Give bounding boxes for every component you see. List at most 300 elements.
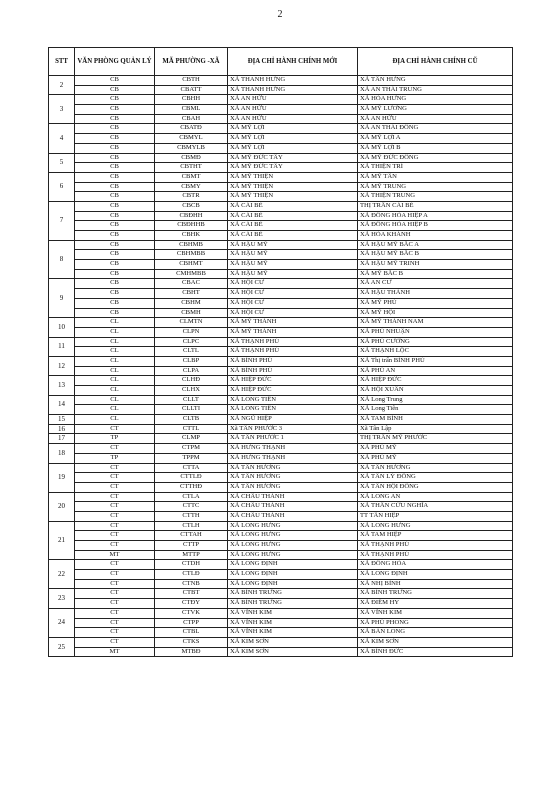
cell-new-address: XÃ HẬU MỸ [228, 260, 358, 270]
cell-office: CB [75, 163, 155, 173]
table-row [49, 502, 513, 512]
table-row [49, 76, 513, 86]
cell-office: CB [75, 143, 155, 153]
table-row [49, 628, 513, 638]
admin-units-table [48, 47, 513, 657]
table-row [49, 289, 513, 299]
table-row [49, 85, 513, 95]
table-row [49, 279, 513, 289]
cell-old-address: XÃ MỸ PHÚ [358, 298, 513, 308]
table-row [49, 376, 513, 386]
cell-old-address: XÃ AN CƯ [358, 279, 513, 289]
cell-new-address: XÃ CHÂU THÀNH [228, 492, 358, 502]
table-row [49, 608, 513, 618]
cell-old-address: XÃ ĐÔNG HÒA HIỆP A [358, 211, 513, 221]
cell-stt: 21 [49, 521, 75, 560]
table-row [49, 356, 513, 366]
table-row [49, 618, 513, 628]
cell-office: CT [75, 444, 155, 454]
cell-stt: 11 [49, 337, 75, 356]
cell-old-address: Xã Tân Lập [358, 424, 513, 434]
cell-office: CL [75, 395, 155, 405]
header-new-address: ĐỊA CHỈ HÀNH CHÍNH MỚI [228, 48, 358, 76]
table-row [49, 221, 513, 231]
cell-new-address: XÃ CÁI BÈ [228, 201, 358, 211]
cell-old-address: XÃ ĐIỀM HY [358, 599, 513, 609]
cell-new-address: XÃ LONG ĐỊNH [228, 560, 358, 570]
cell-old-address: THỊ TRẤN CÁI BÈ [358, 201, 513, 211]
cell-code: CLTB [155, 415, 228, 425]
cell-code: CTLĐ [155, 570, 228, 580]
cell-old-address: XÃ HIỆP ĐỨC [358, 376, 513, 386]
table-row [49, 570, 513, 580]
cell-code: CMHMBB [155, 269, 228, 279]
cell-office: CT [75, 628, 155, 638]
table-body [49, 76, 513, 657]
cell-old-address: XÃ LONG ĐỊNH [358, 570, 513, 580]
cell-new-address: XÃ CÁI BÈ [228, 211, 358, 221]
table-row [49, 124, 513, 134]
cell-old-address: XÃ THẠNH LỘC [358, 347, 513, 357]
table-row [49, 511, 513, 521]
cell-stt: 14 [49, 395, 75, 414]
cell-office: CB [75, 105, 155, 115]
cell-new-address: XÃ TÂN HƯƠNG [228, 473, 358, 483]
table-row [49, 395, 513, 405]
cell-office: CT [75, 560, 155, 570]
cell-stt: 3 [49, 95, 75, 124]
cell-office: CB [75, 240, 155, 250]
cell-stt: 16 [49, 424, 75, 434]
cell-code: TPPM [155, 453, 228, 463]
cell-new-address: XÃ LONG ĐỊNH [228, 579, 358, 589]
table-row [49, 424, 513, 434]
cell-code: CLTL [155, 347, 228, 357]
cell-office: TP [75, 434, 155, 444]
cell-code: CBHK [155, 231, 228, 241]
cell-code: CTKS [155, 637, 228, 647]
table-row [49, 153, 513, 163]
cell-office: CL [75, 318, 155, 328]
cell-new-address: XÃ HIỆP ĐỨC [228, 376, 358, 386]
cell-new-address: XÃ LONG HƯNG [228, 531, 358, 541]
cell-code: CLHX [155, 386, 228, 396]
table-row [49, 240, 513, 250]
cell-old-address: XÃ KIM SƠN [358, 637, 513, 647]
cell-old-address: XÃ MỸ LỢI B [358, 143, 513, 153]
cell-new-address: XÃ HẬU MỸ [228, 250, 358, 260]
cell-old-address: XÃ HẬU MỸ BẮC A [358, 240, 513, 250]
cell-office: CL [75, 356, 155, 366]
cell-new-address: XÃ THẠNH PHÚ [228, 347, 358, 357]
cell-new-address: XÃ KIM SƠN [228, 637, 358, 647]
cell-code: CBATĐ [155, 124, 228, 134]
cell-office: CB [75, 298, 155, 308]
cell-stt: 9 [49, 279, 75, 318]
cell-office: CB [75, 279, 155, 289]
header-old-address: ĐỊA CHỈ HÀNH CHÍNH CŨ [358, 48, 513, 76]
cell-new-address: XÃ HẬU MỸ [228, 240, 358, 250]
cell-new-address: XÃ HỘI CƯ [228, 298, 358, 308]
cell-code: CBATT [155, 85, 228, 95]
cell-new-address: XÃ BÌNH TRƯNG [228, 599, 358, 609]
cell-stt: 25 [49, 637, 75, 656]
header-office: VĂN PHÒNG QUẢN LÝ [75, 48, 155, 76]
cell-new-address: XÃ TÂN HƯƠNG [228, 482, 358, 492]
cell-stt: 15 [49, 415, 75, 425]
table-row [49, 114, 513, 124]
cell-code: CTPP [155, 618, 228, 628]
cell-code: CLLTI [155, 405, 228, 415]
cell-code: CBHH [155, 95, 228, 105]
cell-code: CBTHT [155, 163, 228, 173]
cell-office: CB [75, 192, 155, 202]
cell-office: CL [75, 386, 155, 396]
cell-office: MT [75, 550, 155, 560]
cell-code: CTTLĐ [155, 473, 228, 483]
cell-new-address: XÃ MỸ ĐỨC TÂY [228, 153, 358, 163]
cell-new-address: XÃ LONG HƯNG [228, 550, 358, 560]
cell-stt: 22 [49, 560, 75, 589]
cell-office: CB [75, 134, 155, 144]
table-row [49, 492, 513, 502]
cell-code: CBML [155, 105, 228, 115]
cell-old-address: XÃ PHÚ AN [358, 366, 513, 376]
cell-new-address: XÃ LONG TIÊN [228, 395, 358, 405]
cell-office: CB [75, 124, 155, 134]
table-row [49, 172, 513, 182]
cell-office: CT [75, 521, 155, 531]
cell-stt: 19 [49, 463, 75, 492]
cell-old-address: XÃ VĨNH KIM [358, 608, 513, 618]
table-row [49, 192, 513, 202]
cell-new-address: XÃ LONG HƯNG [228, 521, 358, 531]
cell-new-address: XÃ MỸ THIỆN [228, 172, 358, 182]
cell-old-address: XÃ BÌNH TRƯNG [358, 589, 513, 599]
cell-office: CL [75, 327, 155, 337]
table-row [49, 531, 513, 541]
cell-new-address: XÃ HẬU MỸ [228, 269, 358, 279]
cell-old-address: XÃ BÀN LONG [358, 628, 513, 638]
cell-code: CLHĐ [155, 376, 228, 386]
cell-new-address: XÃ CHÂU THÀNH [228, 502, 358, 512]
cell-office: TP [75, 453, 155, 463]
cell-code: CTLH [155, 521, 228, 531]
cell-office: CT [75, 463, 155, 473]
table-row [49, 182, 513, 192]
cell-old-address: XÃ HẬU THÀNH [358, 289, 513, 299]
cell-new-address: XÃ TÂN PHƯỚC 1 [228, 434, 358, 444]
cell-office: CT [75, 531, 155, 541]
cell-old-address: XÃ TAM HIỆP [358, 531, 513, 541]
cell-office: CB [75, 221, 155, 231]
cell-stt: 20 [49, 492, 75, 521]
cell-old-address: XÃ BÌNH ĐỨC [358, 647, 513, 657]
table-row [49, 541, 513, 551]
header-code: MÃ PHƯỜNG -XÃ [155, 48, 228, 76]
cell-office: CT [75, 424, 155, 434]
cell-new-address: XÃ VĨNH KIM [228, 618, 358, 628]
cell-stt: 6 [49, 172, 75, 201]
cell-stt: 13 [49, 376, 75, 395]
cell-new-address: XÃ MỸ THÀNH [228, 318, 358, 328]
cell-code: CBHMT [155, 260, 228, 270]
cell-office: CB [75, 269, 155, 279]
table-row [49, 453, 513, 463]
cell-new-address: XÃ THANH HƯNG [228, 76, 358, 86]
cell-old-address: XÃ THÂN CỬU NGHĨA [358, 502, 513, 512]
cell-code: CTTAH [155, 531, 228, 541]
cell-code: CTTP [155, 541, 228, 551]
cell-old-address: XÃ Thị trấn BÌNH PHÚ [358, 356, 513, 366]
table-row [49, 444, 513, 454]
cell-old-address: XÃ TÂN HƯƠNG [358, 463, 513, 473]
table-row [49, 405, 513, 415]
table-row [49, 434, 513, 444]
table-row [49, 415, 513, 425]
cell-code: CTTC [155, 502, 228, 512]
table-row [49, 647, 513, 657]
cell-office: CB [75, 95, 155, 105]
cell-old-address: XÃ MỸ HỘI [358, 308, 513, 318]
cell-stt: 17 [49, 434, 75, 444]
cell-code: CLLT [155, 395, 228, 405]
cell-new-address: XÃ KIM SƠN [228, 647, 358, 657]
table-row [49, 599, 513, 609]
cell-old-address: XÃ NHỊ BÌNH [358, 579, 513, 589]
cell-office: CL [75, 347, 155, 357]
cell-office: CL [75, 376, 155, 386]
cell-new-address: XÃ VĨNH KIM [228, 628, 358, 638]
cell-office: CT [75, 492, 155, 502]
cell-new-address: XÃ BÌNH PHÚ [228, 366, 358, 376]
cell-stt: 8 [49, 240, 75, 279]
cell-new-address: XÃ BÌNH TRƯNG [228, 589, 358, 599]
cell-code: CBMĐ [155, 153, 228, 163]
cell-old-address: XÃ MỸ THÀNH NAM [358, 318, 513, 328]
table-row [49, 473, 513, 483]
cell-code: CBMH [155, 308, 228, 318]
cell-new-address: XÃ HƯNG THẠNH [228, 444, 358, 454]
cell-stt: 18 [49, 444, 75, 463]
cell-office: CT [75, 608, 155, 618]
cell-office: CT [75, 502, 155, 512]
cell-code: CBTR [155, 192, 228, 202]
cell-new-address: XÃ HỘI CƯ [228, 308, 358, 318]
table-row [49, 589, 513, 599]
table-row [49, 327, 513, 337]
table-row [49, 260, 513, 270]
cell-code: CBMYL [155, 134, 228, 144]
cell-office: CB [75, 85, 155, 95]
cell-code: CTĐY [155, 599, 228, 609]
cell-code: CLMP [155, 434, 228, 444]
cell-code: CTPM [155, 444, 228, 454]
cell-old-address: XÃ LONG HƯNG [358, 521, 513, 531]
table-row [49, 463, 513, 473]
cell-new-address: XÃ LONG TIÊN [228, 405, 358, 415]
cell-code: CBMY [155, 182, 228, 192]
cell-code: CTTA [155, 463, 228, 473]
cell-new-address: Xã TÂN PHƯỚC 3 [228, 424, 358, 434]
cell-code: CTDH [155, 560, 228, 570]
cell-new-address: XÃ NGŨ HIỆP [228, 415, 358, 425]
cell-office: CB [75, 250, 155, 260]
cell-old-address: XÃ Long Trung [358, 395, 513, 405]
cell-new-address: XÃ HƯNG THẠNH [228, 453, 358, 463]
cell-old-address: XÃ ĐÔNG HÒA HIỆP B [358, 221, 513, 231]
cell-old-address: XÃ MỸ BẮC B [358, 269, 513, 279]
cell-code: CLMTN [155, 318, 228, 328]
cell-office: CT [75, 511, 155, 521]
cell-old-address: XÃ THẠNH PHÚ [358, 550, 513, 560]
cell-old-address: XÃ LONG AN [358, 492, 513, 502]
cell-old-address: XÃ THẠNH PHÚ [358, 541, 513, 551]
cell-stt: 2 [49, 76, 75, 95]
cell-office: CL [75, 366, 155, 376]
cell-old-address: XÃ HỘI XUÂN [358, 386, 513, 396]
cell-old-address: XÃ TÂN HƯNG [358, 76, 513, 86]
table-row [49, 134, 513, 144]
table-row [49, 347, 513, 357]
table-row [49, 95, 513, 105]
cell-new-address: XÃ AN HỮU [228, 105, 358, 115]
cell-code: CLPN [155, 327, 228, 337]
cell-stt: 4 [49, 124, 75, 153]
cell-office: CB [75, 231, 155, 241]
table-row [49, 579, 513, 589]
cell-new-address: XÃ LONG ĐỊNH [228, 570, 358, 580]
table-row [49, 231, 513, 241]
table-row [49, 143, 513, 153]
table-row [49, 250, 513, 260]
cell-office: CT [75, 541, 155, 551]
table-row [49, 318, 513, 328]
cell-office: CB [75, 153, 155, 163]
table-row [49, 521, 513, 531]
cell-office: CT [75, 589, 155, 599]
cell-office: CT [75, 599, 155, 609]
cell-old-address: XÃ PHÚ PHONG [358, 618, 513, 628]
cell-old-address: XÃ AN HỮU [358, 114, 513, 124]
cell-old-address: XÃ MỸ ĐỨC ĐÔNG [358, 153, 513, 163]
cell-code: CBHT [155, 289, 228, 299]
cell-new-address: XÃ THẠNH PHÚ [228, 337, 358, 347]
cell-stt: 7 [49, 201, 75, 240]
cell-old-address: XÃ THIỆN TRÍ [358, 163, 513, 173]
cell-new-address: XÃ MỸ ĐỨC TÂY [228, 163, 358, 173]
cell-code: CTTHĐ [155, 482, 228, 492]
table-row [49, 386, 513, 396]
table-row [49, 337, 513, 347]
cell-office: CL [75, 415, 155, 425]
table-row [49, 366, 513, 376]
cell-office: CB [75, 308, 155, 318]
cell-old-address: XÃ AN THÁI TRUNG [358, 85, 513, 95]
cell-old-address: XÃ ĐÔNG HÒA [358, 560, 513, 570]
cell-office: CB [75, 182, 155, 192]
cell-code: MTTP [155, 550, 228, 560]
cell-new-address: XÃ MỸ LỢI [228, 134, 358, 144]
cell-stt: 24 [49, 608, 75, 637]
cell-code: CTBL [155, 628, 228, 638]
cell-old-address: TT TÂN HIỆP [358, 511, 513, 521]
cell-stt: 5 [49, 153, 75, 172]
cell-office: CT [75, 482, 155, 492]
cell-code: CLPA [155, 366, 228, 376]
cell-old-address: XÃ HẬU MỸ TRINH [358, 260, 513, 270]
table-row [49, 211, 513, 221]
cell-office: CL [75, 337, 155, 347]
table-row [49, 201, 513, 211]
cell-code: CLBP [155, 356, 228, 366]
cell-code: CTTH [155, 511, 228, 521]
cell-old-address: XÃ HÒA KHÁNH [358, 231, 513, 241]
table-row [49, 308, 513, 318]
cell-new-address: XÃ MỸ THIỆN [228, 182, 358, 192]
cell-code: CBTH [155, 76, 228, 86]
cell-old-address: THỊ TRẤN MỸ PHƯỚC [358, 434, 513, 444]
cell-code: CBAC [155, 279, 228, 289]
cell-old-address: XÃ MỸ TRUNG [358, 182, 513, 192]
cell-new-address: XÃ MỸ THÀNH [228, 327, 358, 337]
cell-old-address: XÃ AN THÁI ĐÔNG [358, 124, 513, 134]
table-row [49, 105, 513, 115]
table-row [49, 163, 513, 173]
cell-office: CT [75, 579, 155, 589]
cell-old-address: XÃ THIỆN TRUNG [358, 192, 513, 202]
cell-code: MTBĐ [155, 647, 228, 657]
cell-office: CT [75, 570, 155, 580]
table-row [49, 298, 513, 308]
cell-new-address: XÃ VĨNH KIM [228, 608, 358, 618]
cell-code: CBHM [155, 298, 228, 308]
cell-stt: 10 [49, 318, 75, 337]
cell-stt: 12 [49, 356, 75, 375]
cell-code: CTTL [155, 424, 228, 434]
cell-code: CLPC [155, 337, 228, 347]
cell-old-address: XÃ HÒA HƯNG [358, 95, 513, 105]
table-row [49, 637, 513, 647]
cell-office: CT [75, 637, 155, 647]
page-number: 2 [277, 9, 283, 20]
cell-old-address: XÃ MỸ TÂN [358, 172, 513, 182]
cell-code: CBĐHHB [155, 221, 228, 231]
cell-code: CBMYLB [155, 143, 228, 153]
cell-code: CTNB [155, 579, 228, 589]
cell-new-address: XÃ MỸ LỢI [228, 143, 358, 153]
cell-old-address: XÃ TÂN LÝ ĐÔNG [358, 473, 513, 483]
cell-new-address: XÃ AN HỮU [228, 114, 358, 124]
table-row [49, 482, 513, 492]
cell-old-address: XÃ PHÚ MỸ [358, 453, 513, 463]
cell-new-address: XÃ HIỆP ĐỨC [228, 386, 358, 396]
cell-new-address: XÃ BÌNH PHÚ [228, 356, 358, 366]
table-row [49, 550, 513, 560]
cell-office: CB [75, 289, 155, 299]
cell-office: CL [75, 405, 155, 415]
cell-new-address: XÃ THANH HƯNG [228, 85, 358, 95]
cell-code: CBAH [155, 114, 228, 124]
cell-code: CBHMB [155, 240, 228, 250]
cell-office: CB [75, 114, 155, 124]
cell-code: CTBT [155, 589, 228, 599]
cell-new-address: XÃ TÂN HƯƠNG [228, 463, 358, 473]
cell-stt: 23 [49, 589, 75, 608]
cell-old-address: XÃ TAM BÌNH [358, 415, 513, 425]
cell-code: CTVK [155, 608, 228, 618]
cell-office: MT [75, 647, 155, 657]
